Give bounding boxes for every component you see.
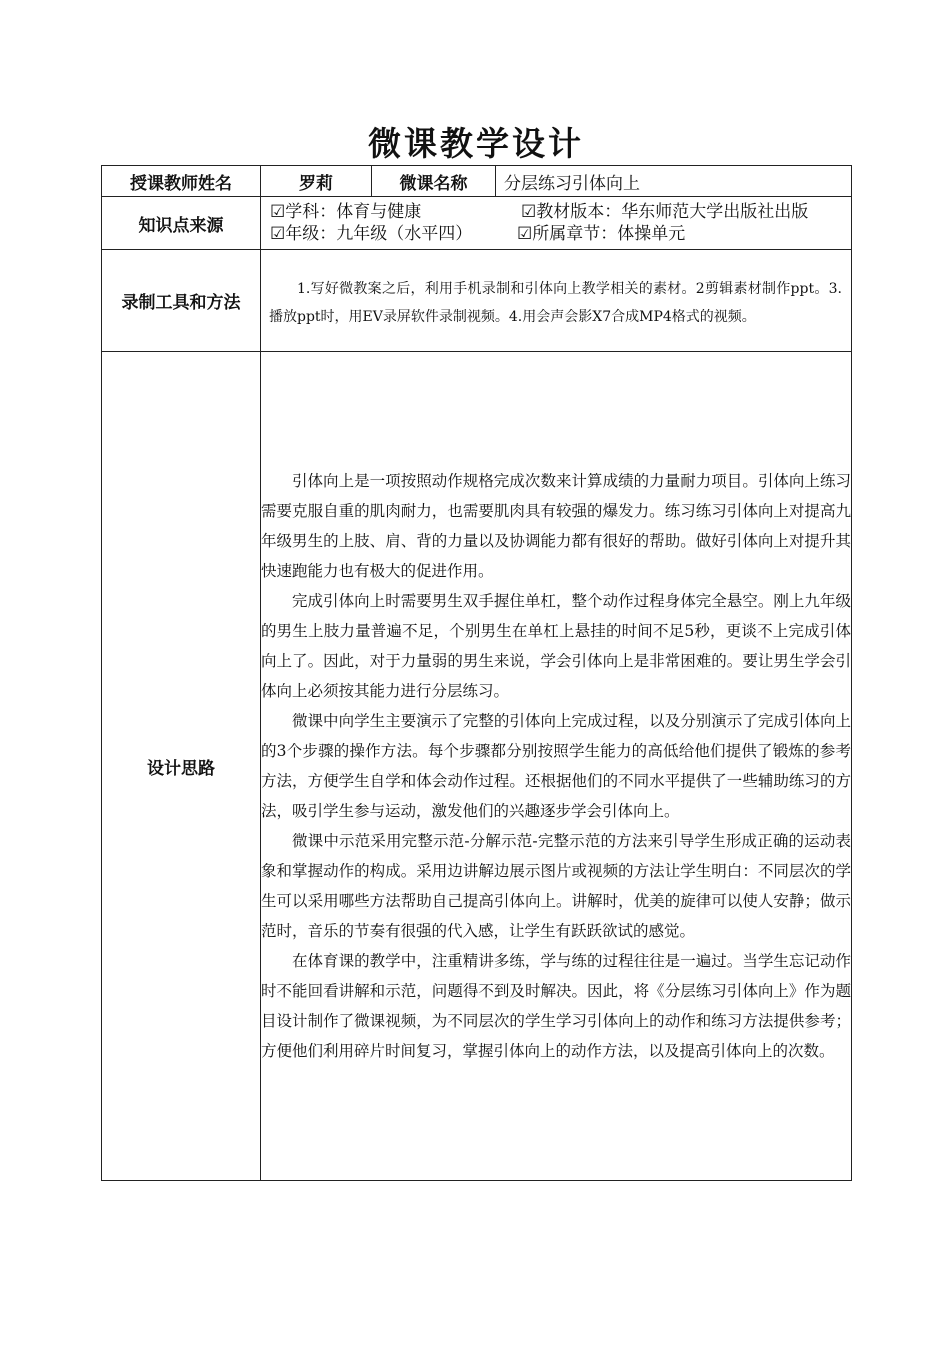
chapter-checkbox-item: ☑所属章节：体操单元	[517, 224, 686, 244]
teacher-name-value: 罗莉	[261, 166, 372, 197]
teacher-row	[102, 166, 852, 197]
design-paragraph: 微课中向学生主要演示了完整的引体向上完成过程，以及分别演示了完成引体向上的3个步骤的操作方法。每个步骤都分别按照学生能力的高低给他们提供了锻炼的参考方法，方便学生自学和体会动作过程。还根据他们的不同水平提供了一些辅助练习的方法，吸引学生参与运动，激发他们的兴趣逐步学会引体向上。	[261, 712, 851, 820]
design-idea-label: 设计思路	[102, 352, 261, 1181]
design-idea-row	[102, 352, 852, 1181]
design-paragraph: 完成引体向上时需要男生双手握住单杠，整个动作过程身体完全悬空。刚上九年级的男生上肢力量普遍不足，个别男生在单杠上悬挂的时间不足5秒，更谈不上完成引体向上了。因此，对于力量弱的男生来说，学会引体向上是非常困难的。要让男生学会引体向上必须按其能力进行分层练习。	[261, 592, 851, 700]
lesson-design-table	[101, 165, 852, 1181]
knowledge-source-row	[102, 197, 852, 250]
recording-tools-row	[102, 250, 852, 352]
course-name-value: 分层练习引体向上	[496, 166, 852, 197]
course-name-label: 微课名称	[372, 166, 496, 197]
knowledge-source-label: 知识点来源	[102, 197, 261, 250]
recording-tools-cell	[261, 250, 852, 352]
subject-checkbox-item: ☑学科：体育与健康	[270, 202, 422, 222]
design-paragraph: 在体育课的教学中，注重精讲多练，学与练的过程往往是一遍过。当学生忘记动作时不能回看讲解和示范，问题得不到及时解决。因此，将《分层练习引体向上》作为题目设计制作了微课视频，为不同层次的学生学习引体向上的动作和练习方法提供参考；方便他们利用碎片时间复习，掌握引体向上的动作方法，以及提高引体向上的次数。	[261, 952, 851, 1060]
teacher-name-label: 授课教师姓名	[102, 166, 261, 197]
document-title: 微课教学设计	[368, 124, 584, 163]
textbook-checkbox-item: ☑教材版本：华东师范大学出版社出版	[521, 202, 809, 222]
grade-checkbox-item: ☑年级：九年级（水平四）	[270, 224, 473, 244]
design-paragraph: 引体向上是一项按照动作规格完成次数来计算成绩的力量耐力项目。引体向上练习需要克服自重的肌肉耐力，也需要肌肉具有较强的爆发力。练习练习引体向上对提高九年级男生的上肢、肩、背的力量以及协调能力都有很好的帮助。做好引体向上对提升其快速跑能力也有极大的促进作用。	[261, 472, 851, 580]
recording-tools-label: 录制工具和方法	[102, 250, 261, 352]
knowledge-source-cell	[261, 197, 852, 250]
recording-tools-text: 1.写好微教案之后，利用手机录制和引体向上教学相关的素材。2剪辑素材制作ppt。3.播放ppt时，用EV录屏软件录制视频。4.用会声会影X7合成MP4格式的视频。	[269, 280, 842, 325]
design-paragraph: 微课中示范采用完整示范-分解示范-完整示范的方法来引导学生形成正确的运动表象和掌握动作的构成。采用边讲解边展示图片或视频的方法让学生明白：不同层次的学生可以采用哪些方法帮助自己提高引体向上。讲解时，优美的旋律可以使人安静；做示范时，音乐的节奏有很强的代入感，让学生有跃跃欲试的感觉。	[261, 832, 851, 940]
design-idea-cell	[261, 352, 852, 1181]
